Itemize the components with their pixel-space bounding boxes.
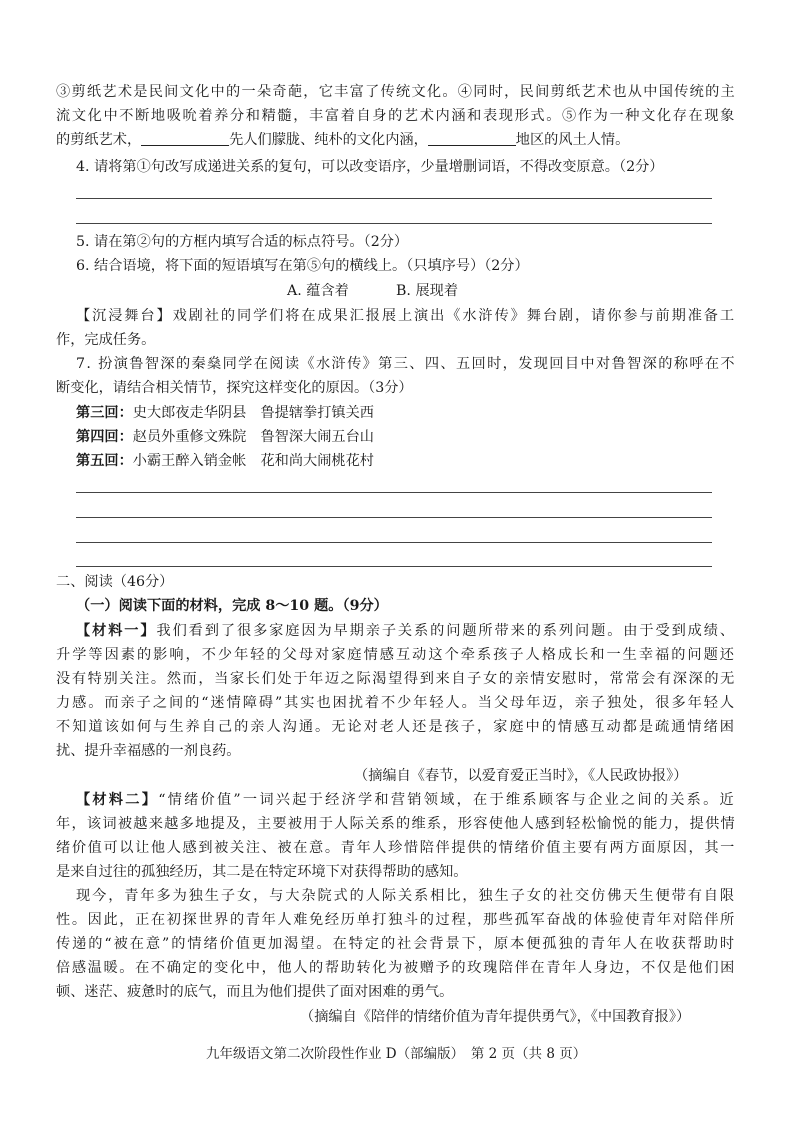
material-2-line [56, 814, 736, 834]
material-2-text: 现今，青年多为独生子女，与大杂院式的人际关系相比，独生子女的社交仿佛天生便带有自限 [76, 888, 736, 904]
chapter-item [76, 427, 374, 447]
material-2-text: 倍感温暖。在不确定的变化中，他人的帮助转化为被赠予的玫瑰陪伴在青年人身边，不仅是他们困 [56, 960, 736, 976]
material-2-line [56, 934, 736, 954]
part-heading: （一）阅读下面的材料，完成 8～10 题。（9分） [76, 598, 388, 614]
answer-line[interactable] [76, 517, 712, 518]
option-b: B. 展现着 [396, 283, 459, 299]
material-2-head: 【材料二】 [76, 792, 159, 808]
question-7 [76, 354, 736, 374]
answer-line[interactable] [76, 542, 712, 543]
chapter-label: 第五回： [76, 453, 133, 469]
material-2-line [56, 910, 736, 930]
chapter-title: 小霸王醉入销金帐 花和尚大闹桃花村 [132, 453, 374, 469]
paragraph-text: 地区的风土人情。 [515, 132, 630, 148]
material-1-text: 没有特别关注。然而，当家长们处于年迈之际渴望得到来自子女的亲情安慰时，常常会有深深的无 [56, 671, 736, 687]
material-1-text: 我们看到了很多家庭因为早期亲子关系的问题所带来的系列问题。由于受到成绩、 [156, 623, 736, 639]
material-2-line [56, 958, 736, 978]
question-4: 4. 请将第①句改写成递进关系的复句，可以改变语序，少量增删词语，不得改变原意。（2分） [76, 159, 664, 175]
chapter-label: 第四回： [76, 429, 133, 445]
material-2-text: 年，该词被越来越多地提及，主要被用于人际关系的维系，形容使他人感到轻松愉悦的能力，提供情 [56, 816, 736, 832]
material-1-head: 【材料一】 [76, 623, 157, 639]
chapter-title: 赵员外重修文殊院 鲁智深大闹五台山 [132, 429, 374, 445]
material-2-line [56, 838, 736, 858]
material-2-line [76, 886, 736, 906]
material-2-line: 是来自过往的孤独经历，其二是在特定环境下对获得帮助的感知。 [56, 864, 468, 880]
blank-line-2[interactable] [428, 131, 516, 146]
section-heading: 二、阅读（46分） [56, 574, 174, 590]
paragraph-text: 先人们朦胧、纯朴的文化内涵， [229, 132, 428, 148]
paragraph-line [56, 130, 629, 150]
material-2-text: 性。因此，正在初探世界的青年人难免经历单打独斗的过程，那些孤军奋战的体验使青年对陪伴所 [56, 912, 736, 928]
material-1-line [56, 717, 736, 737]
material-1-line [56, 693, 736, 713]
stage-intro [76, 306, 736, 326]
material-1-line: 扰、提升幸福感的一剂良药。 [56, 743, 241, 759]
paragraph-line [56, 106, 736, 126]
material-1-line [76, 621, 736, 641]
material-1-source: （摘编自《春节，以爱育爱正当时》，《人民政协报》） [354, 768, 688, 784]
stage-text: 【沉浸舞台】戏剧社的同学们将在成果汇报展上演出《水浒传》舞台剧，请你参与前期准备工 [76, 308, 736, 324]
question-6: 6. 结合语境，将下面的短语填写在第⑤句的横线上。（只填序号）（2分） [76, 258, 529, 274]
material-2-text: 传递的“被在意”的情绪价值更加渴望。在特定的社会背景下，原本便孤独的青年人在收获帮助时 [56, 936, 736, 952]
answer-line[interactable] [76, 198, 712, 199]
answer-line[interactable] [76, 566, 712, 567]
paragraph-line [56, 82, 736, 102]
blank-line-1[interactable] [141, 131, 229, 146]
material-2-source: （摘编自《陪伴的情绪价值为青年提供勇气》，《中国教育报》） [300, 1009, 691, 1025]
option-a: A. 蕴含着 [287, 283, 349, 299]
answer-line[interactable] [76, 223, 712, 224]
question-5: 5. 请在第②句的方框内填写合适的标点符号。（2分） [76, 234, 409, 250]
material-1-text: 不知道该如何与生养自己的亲人沟通。无论对老人还是孩子，家庭中的情感互动都是疏通情绪困 [56, 719, 736, 735]
material-2-text: 绪价值可以让他人感到被关注、被在意。青年人珍惜陪伴提供的情绪价值主要有两方面原因，其一 [56, 840, 736, 856]
chapter-title: 史大郎夜走华阴县 鲁提辖拳打镇关西 [132, 405, 374, 421]
material-1-line [56, 645, 736, 665]
chapter-item [76, 403, 374, 423]
material-1-text: 力感。而亲子之间的“迷情障碍”其实也困扰着不少年轻人。当父母年迈，亲子独处，很多年轻人 [56, 695, 736, 711]
paragraph-text: 的剪纸艺术， [56, 132, 142, 148]
page-footer: 九年级语文第二次阶段性作业 D（部编版） 第 2 页（共 8 页） [206, 1046, 587, 1062]
material-1-line [56, 669, 736, 689]
question-7-text: 7. 扮演鲁智深的秦燊同学在阅读《水浒传》第三、四、五回时，发现回目中对鲁智深的称呼在不 [76, 356, 736, 372]
material-1-text: 升学等因素的影响，不少年轻的父母对家庭情感互动这个牵系孩子人格成长和一生幸福的问题还 [56, 647, 736, 663]
material-2-line [76, 790, 736, 810]
answer-line[interactable] [76, 492, 712, 493]
paragraph-text: 流文化中不断地吸吮着养分和精髓，丰富着自身的艺术内涵和表现形式。⑤作为一种文化存在现象 [56, 108, 736, 124]
material-2-line: 顿、迷茫、疲惫时的底气，而且为他们提供了面对困难的勇气。 [56, 984, 454, 1000]
chapter-label: 第三回： [76, 405, 133, 421]
paragraph-text: ③剪纸艺术是民间文化中的一朵奇葩，它丰富了传统文化。④同时，民间剪纸艺术也从中国传统的主 [56, 84, 736, 100]
question-7: 断变化，请结合相关情节，探究这样变化的原因。（3分） [56, 380, 413, 396]
chapter-item [76, 451, 374, 471]
stage-intro: 作，完成任务。 [56, 332, 156, 348]
material-2-text: “情绪价值”一词兴起于经济学和营销领域，在于维系顾客与企业之间的关系。近 [158, 792, 736, 808]
